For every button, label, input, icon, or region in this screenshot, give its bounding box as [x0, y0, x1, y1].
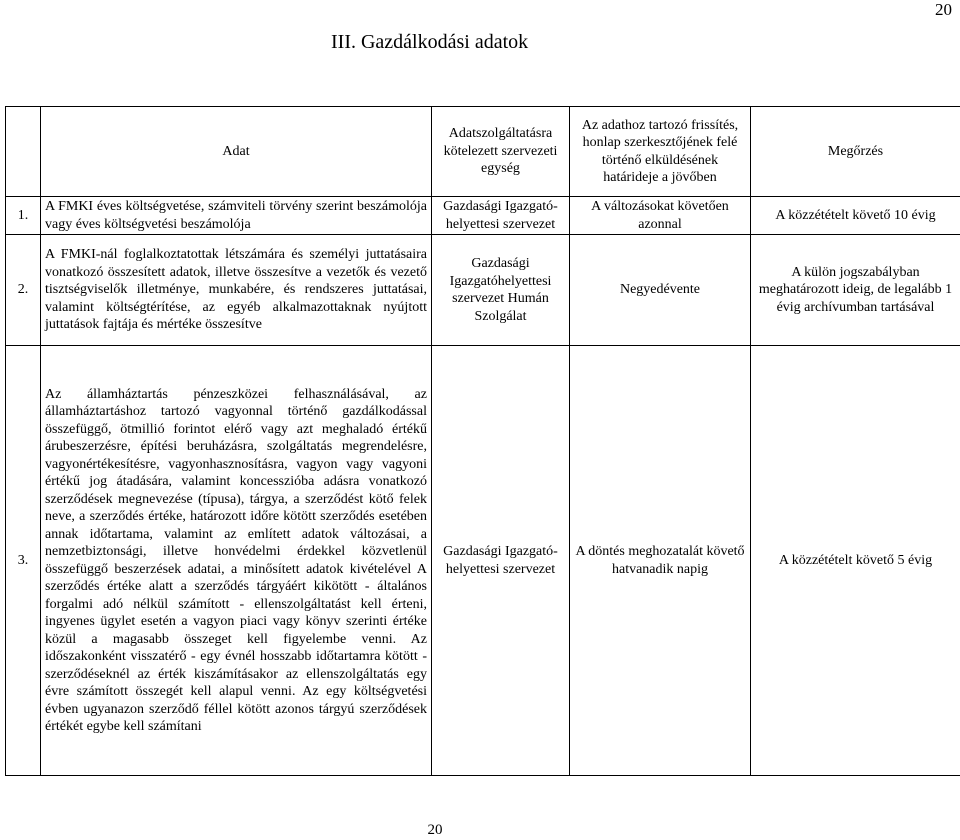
section-title: III. Gazdálkodási adatok — [331, 31, 529, 53]
table-header-row — [6, 107, 960, 197]
page-number-bottom: 20 — [427, 822, 443, 838]
row-hatarido: A döntés meghozatalát követő hatvanadik napig — [570, 346, 751, 776]
data-table — [5, 106, 960, 776]
table-row — [6, 197, 960, 235]
table-row — [6, 346, 960, 776]
row-egyseg: Gazdasági Igazgató-helyettesi szervezet — [432, 197, 570, 235]
table-row — [6, 235, 960, 346]
row-megorzes: A közzétételt követő 10 évig — [751, 197, 960, 235]
row-megorzes: A közzétételt követő 5 évig — [751, 346, 960, 776]
page-number-top: 20 — [935, 0, 952, 19]
header-adatszolgaltatasra: Adatszolgáltatásra kötelezett szervezeti egység — [432, 107, 570, 197]
row-egyseg: Gazdasági Igazgató-helyettesi szervezet — [432, 346, 570, 776]
row-egyseg: Gazdasági Igazgatóhelyettesi szervezet Humán Szolgálat — [432, 235, 570, 346]
row-hatarido: A változásokat követően azonnal — [570, 197, 751, 235]
row-number: 3. — [6, 346, 41, 776]
header-adat: Adat — [41, 107, 432, 197]
header-frissites: Az adathoz tartozó frissítés, honlap szerkesztőjének felé történő elküldésének határideje a jövőben — [570, 107, 751, 197]
row-adat: A FMKI éves költségvetése, számviteli törvény szerint beszámolója vagy éves költségvetési beszámolója — [41, 197, 432, 235]
row-number: 2. — [6, 235, 41, 346]
header-megorzes: Megőrzés — [751, 107, 960, 197]
row-hatarido: Negyedévente — [570, 235, 751, 346]
row-adat: Az államháztartás pénzeszközei felhasználásával, az államháztartáshoz tartozó vagyonnal történő gazdálkodással összefüggő, ötmillió forintot elérő vagy azt meghaladó értékű árubeszerzésre, építési beruházásra, szolgáltatás megrendelésre, vagyonértékesítésre, vagyonhasznosításra, vagyon vagy vagyoni értékű jog átadására, valamint koncesszióba adásra vonatkozó szerződések megnevezése (típusa), tárgya, a szerződést kötő felek neve, a szerződés értéke, határozott időre kötött szerződés esetében annak időtartama, valamint az említett adatok változásai, a nemzetbiztonsági, illetve honvédelmi érdekkel közvetlenül összefüggő beszerzések adatai, a minősített adatok kivételével A szerződés értéke alatt a szerződés tárgyáért kikötött - általános forgalmi adó nélkül számított - ellenszolgáltatást kell érteni, ingyenes ügylet esetén a vagyon piaci vagy könyv szerinti értéke közül a magasabb összeget kell figyelembe venni. Az időszakonként visszatérő - egy évnél hosszabb időtartamra kötött - szerződéseknél az érték kiszámításakor az ellenszolgáltatás egy évre számított összegét kell alapul venni. Az egy költségvetési évben ugyanazon szerződő féllel kötött azonos tárgyú szerződések értékét egybe kell számítani — [41, 346, 432, 776]
row-adat: A FMKI-nál foglalkoztatottak létszámára és személyi juttatásaira vonatkozó összesített adatok, illetve összesítve a vezetők és vezető tisztségviselők illetménye, munkabére, és rendszeres juttatásai, valamint költségtérítése, az egyéb alkalmazottaknak nyújtott juttatások fajtája és mértéke összesítve — [41, 235, 432, 346]
header-num — [6, 107, 41, 197]
row-megorzes: A külön jogszabályban meghatározott ideig, de legalább 1 évig archívumban tartásával — [751, 235, 960, 346]
row-number: 1. — [6, 197, 41, 235]
